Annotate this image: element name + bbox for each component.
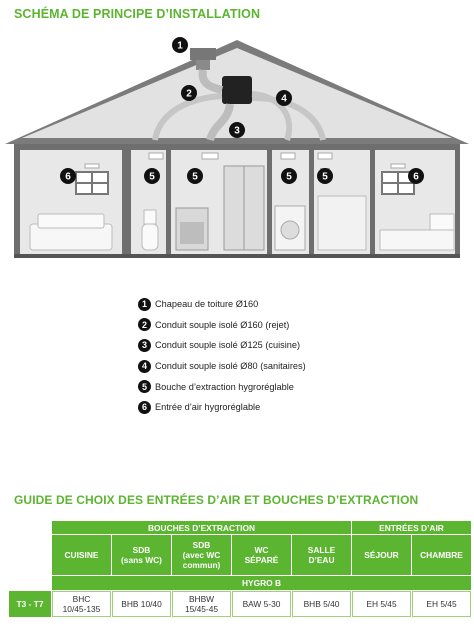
marker-1 [172,37,188,53]
marker-label: 5 [322,171,328,183]
marker-5-bath [281,168,297,184]
marker-label: 6 [65,171,71,183]
empty-corner [9,576,51,590]
legend-item [138,376,306,397]
guide-title: GUIDE DE CHOIX DES ENTRÉES D’AIR ET BOUCHES D’EXTRACTION [14,493,419,507]
table-cell: BHB 10/40 [112,591,171,617]
legend-item [138,315,306,336]
col-header-wc-separe: WC SÉPARÉ [232,535,291,575]
col-header-salle-deau: SALLE D’EAU [292,535,351,575]
marker-6-left [60,168,76,184]
empty-corner [9,535,51,575]
empty-corner [9,521,51,534]
legend-number: 4 [138,360,151,373]
marker-label: 3 [234,125,240,137]
roof-cap-icon [190,48,216,60]
extract-vent-icon [149,153,163,159]
marker-4 [276,90,292,106]
marker-label: 5 [192,171,198,183]
legend-number: 1 [138,298,151,311]
row-label: T3 - T7 [9,591,51,617]
table-cell: BHB 5/40 [292,591,351,617]
legend-text: Conduit souple isolé Ø80 (sanitaires) [155,361,306,372]
table-cell: BAW 5-30 [232,591,291,617]
ventilation-unit-icon [222,76,252,104]
legend-text: Conduit souple isolé Ø125 (cuisine) [155,340,301,351]
marker-label: 4 [281,93,287,105]
marker-label: 6 [413,171,419,183]
legend-text: Bouche d’extraction hygroréglable [155,381,294,392]
washing-machine-icon [275,206,305,250]
legend-item [138,335,306,356]
installation-diagram [0,26,474,266]
legend-text: Conduit souple isolé Ø160 (rejet) [155,319,290,330]
legend [138,294,306,418]
extract-vent-icon [318,153,332,159]
sofa-icon [30,214,112,250]
marker-label: 2 [186,88,192,100]
legend-item [138,397,306,418]
air-inlet-icon [85,164,99,168]
marker-5-kitchen [187,168,203,184]
table-cell: EH 5/45 [412,591,471,617]
marker-label: 5 [286,171,292,183]
legend-number: 5 [138,380,151,393]
legend-number: 6 [138,401,151,414]
marker-5-shower [317,168,333,184]
table-cell: BHBW 15/45-45 [172,591,231,617]
legend-text: Chapeau de toiture Ø160 [155,299,259,310]
legend-text: Entrée d’air hygroréglable [155,402,261,413]
selection-table [8,520,472,618]
marker-6-right [408,168,424,184]
legend-item [138,294,306,315]
marker-label: 1 [177,40,183,52]
extract-vent-icon [281,153,295,159]
marker-3 [229,122,245,138]
col-header-cuisine: CUISINE [52,535,111,575]
stove-icon [176,208,208,250]
subheader-hygro-b: HYGRO B [52,576,471,590]
table-cell: EH 5/45 [352,591,411,617]
col-header-chambre: CHAMBRE [412,535,471,575]
group-header-extraction: BOUCHES D’EXTRACTION [52,521,351,534]
marker-label: 5 [149,171,155,183]
col-header-sdb-avec-wc: SDB (avec WC commun) [172,535,231,575]
extract-vent-icon [202,153,218,159]
marker-2 [181,85,197,101]
legend-number: 2 [138,318,151,331]
col-header-sdb-sans-wc: SDB (sans WC) [112,535,171,575]
toilet-icon [142,210,158,250]
fridge-icon [224,166,264,250]
legend-number: 3 [138,339,151,352]
air-inlet-icon [391,164,405,168]
group-header-air-inlets: ENTRÉES D’AIR [352,521,471,534]
marker-5-wc [144,168,160,184]
col-header-sejour: SÉJOUR [352,535,411,575]
legend-item [138,356,306,377]
table-cell: BHC 10/45-135 [52,591,111,617]
scheme-title: SCHÉMA DE PRINCIPE D’INSTALLATION [14,7,261,21]
